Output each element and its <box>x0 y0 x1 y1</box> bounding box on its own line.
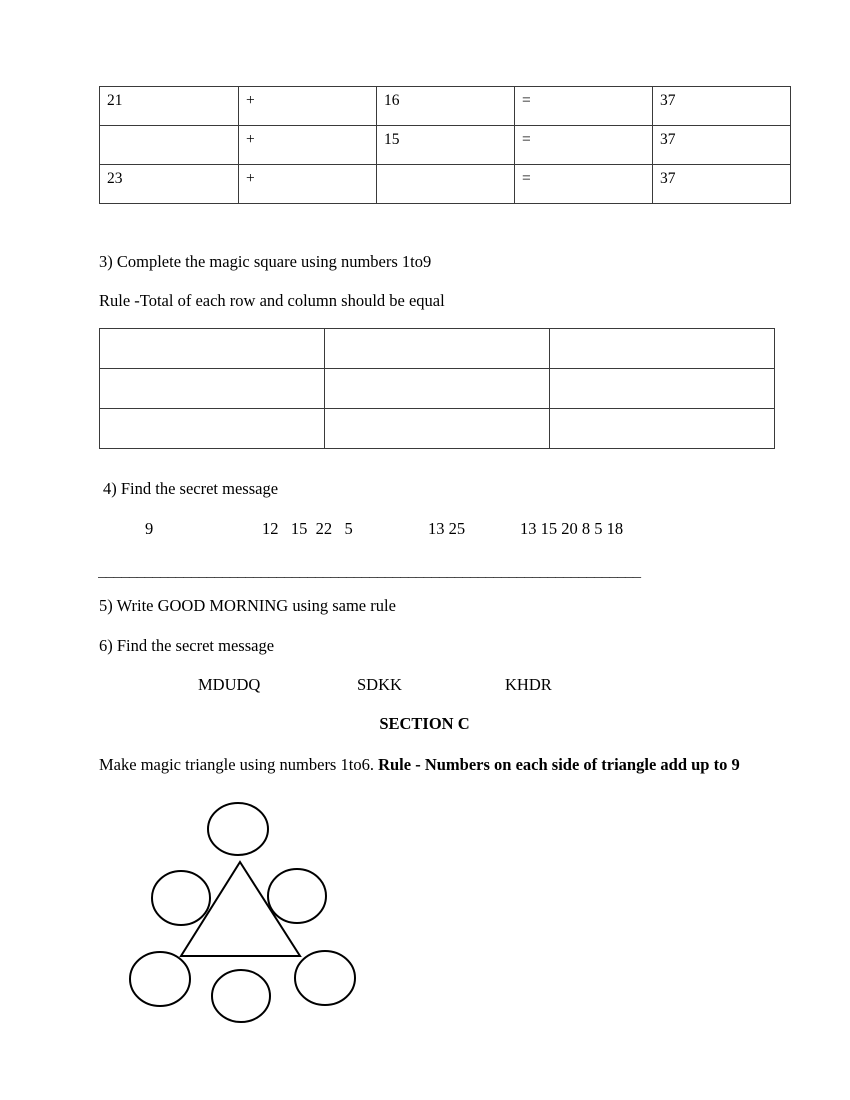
equation-cell-blank[interactable] <box>100 126 239 165</box>
secret-message-numbers <box>99 519 750 543</box>
secret-number-group: 13 25 <box>428 519 466 538</box>
secret-number-group: 9 <box>145 519 154 538</box>
cipher-words-row <box>99 675 750 701</box>
question-3-prompt: 3) Complete the magic square using numbers 1to9 <box>99 252 432 271</box>
magic-square-cell[interactable] <box>550 329 775 369</box>
equation-cell: 37 <box>653 87 791 126</box>
magic-square-cell[interactable] <box>100 329 325 369</box>
magic-square-cell[interactable] <box>325 409 550 449</box>
magic-square-cell[interactable] <box>550 369 775 409</box>
magic-square-table <box>99 328 775 449</box>
secret-number-group: 12 15 22 5 <box>262 519 353 538</box>
equation-cell: 23 <box>100 165 239 204</box>
magic-triangle-figure <box>120 798 370 1033</box>
question-3-rule: Rule -Total of each row and column should be equal <box>99 291 445 310</box>
equation-cell: = <box>515 165 653 204</box>
cipher-word: MDUDQ <box>198 675 261 694</box>
equation-cell: + <box>239 87 377 126</box>
equation-cell: 16 <box>377 87 515 126</box>
cipher-word: SDKK <box>357 675 402 694</box>
triangle-circle-bottom-left[interactable] <box>130 952 190 1006</box>
equation-cell: 37 <box>653 126 791 165</box>
magic-square-cell[interactable] <box>325 369 550 409</box>
triangle-instruction-normal: Make magic triangle using numbers 1to6. <box>99 755 379 774</box>
table-row <box>100 369 775 409</box>
equation-cell: + <box>239 165 377 204</box>
triangle-circle-bottom-center[interactable] <box>212 970 270 1022</box>
equations-table <box>99 86 791 204</box>
equation-cell: = <box>515 87 653 126</box>
triangle-instruction-rule: Rule - Numbers on each side of triangle add up to 9 <box>378 755 740 774</box>
question-6-prompt: 6) Find the secret message <box>99 636 275 655</box>
table-row <box>100 87 791 126</box>
triangle-circle-top[interactable] <box>208 803 268 855</box>
table-row <box>100 329 775 369</box>
table-row <box>100 126 791 165</box>
equation-cell: 15 <box>377 126 515 165</box>
triangle-circle-right-upper[interactable] <box>268 869 326 923</box>
equations-table-body <box>100 87 791 204</box>
triangle-circle-bottom-right[interactable] <box>295 951 355 1005</box>
equation-cell: 21 <box>100 87 239 126</box>
answer-blank-line[interactable]: ______________________________________________________________________ <box>98 561 641 580</box>
equation-cell: + <box>239 126 377 165</box>
question-4-prompt: 4) Find the secret message <box>103 479 279 498</box>
magic-square-cell[interactable] <box>100 369 325 409</box>
triangle-instruction <box>99 754 761 775</box>
magic-square-table-body <box>100 329 775 449</box>
equation-cell: = <box>515 126 653 165</box>
question-5-prompt: 5) Write GOOD MORNING using same rule <box>99 596 396 615</box>
equation-cell: 37 <box>653 165 791 204</box>
magic-square-cell[interactable] <box>100 409 325 449</box>
triangle-circle-left-upper[interactable] <box>152 871 210 925</box>
cipher-word: KHDR <box>505 675 552 694</box>
magic-square-cell[interactable] <box>550 409 775 449</box>
magic-square-cell[interactable] <box>325 329 550 369</box>
section-c-heading: SECTION C <box>379 714 470 733</box>
magic-triangle-svg <box>120 798 370 1033</box>
table-row <box>100 165 791 204</box>
equation-cell-blank[interactable] <box>377 165 515 204</box>
table-row <box>100 409 775 449</box>
secret-number-group: 13 15 20 8 5 18 <box>520 519 624 538</box>
